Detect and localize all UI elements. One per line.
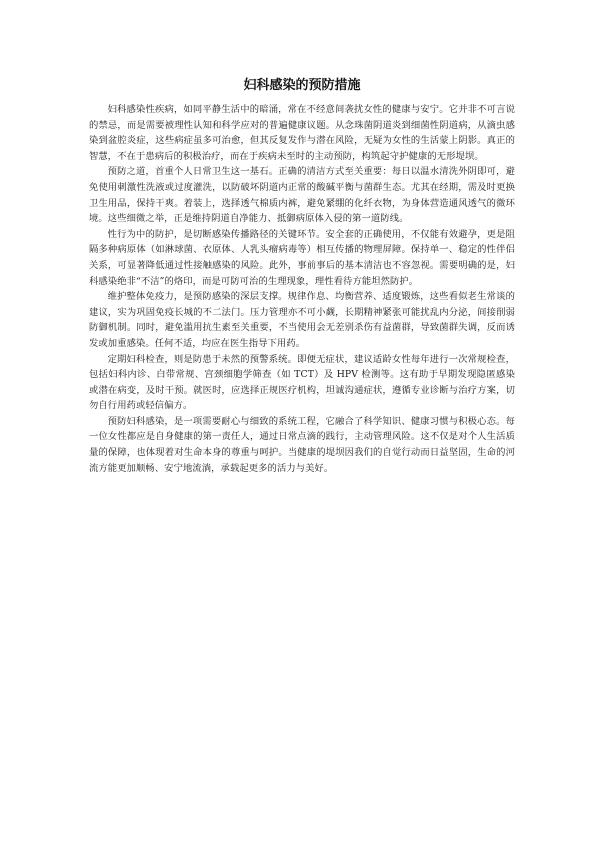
paragraph-personal-hygiene: 预防之道，首重个人日常卫生这一基石。正确的清洁方式至关重要：每日以温水清洗外阴即可，避免使用刺激性洗液或过度灌洗，以防破坏阴道内正常的酸碱平衡与菌群生态。尤其在经期，需及时更换卫生用品，保持干爽。着装上，选择透气棉质内裤，避免紧绷的化纤衣物，为身体营造通风透气的微环境。这些细微之举，正是维持阴道自净能力、抵御病原体入侵的第一道防线。 (89, 166, 515, 225)
paragraph-immunity: 维护整体免疫力，是预防感染的深层支撑。规律作息、均衡营养、适度锻炼，这些看似老生常谈的建议，实为巩固免疫长城的不二法门。压力管理亦不可小觑，长期精神紧张可能扰乱内分泌，间接削弱防御机制。同时，避免滥用抗生素至关重要，不当使用会无差别杀伤有益菌群，导致菌群失调，反而诱发或加重感染。任何不适，均应在医生指导下用药。 (89, 291, 515, 349)
paragraph-sexual-protection: 性行为中的防护，是切断感染传播路径的关键环节。安全套的正确使用，不仅能有效避孕，更是阻隔多种病原体（如淋球菌、衣原体、人乳头瘤病毒等）相互传播的物理屏障。保持单一、稳定的性伴侣关系，可显著降低通过性接触感染的风险。此外，事前事后的基本清洁也不容忽视。需要明确的是，妇科感染绝非“不洁”的烙印，而是可防可治的生理现象，理性看待方能坦然防护。 (89, 228, 515, 287)
paragraph-conclusion: 预防妇科感染，是一项需要耐心与细致的系统工程，它融合了科学知识、健康习惯与积极心态。每一位女性都应是自身健康的第一责任人，通过日常点滴的践行，主动管理风险。这不仅是对个人生活质量的保障，也体现着对生命本身的尊重与呵护。当健康的堤坝因我们的自觉行动而日益坚固，生命的河流方能更加顺畅、安宁地流淌，承载起更多的活力与美好。 (89, 415, 515, 474)
paragraph-intro: 妇科感染性疾病，如同平静生活中的暗涌，常在不经意间袭扰女性的健康与安宁。它并非不可言说的禁忌，而是需要被理性认知和科学应对的普遍健康议题。从念珠菌阴道炎到细菌性阴道病，从滴虫感染到盆腔炎症，这些病症虽多可治愈，但其反复发作与潜在风险，无疑为女性的生活蒙上阴影。真正的智慧，不在于患病后的积极治疗，而在于疾病未至时的主动预防，构筑起守护健康的无形堤坝。 (89, 104, 515, 162)
document-body (89, 76, 515, 476)
document-title: 妇科感染的预防措施 (243, 78, 361, 93)
paragraph-regular-checkup: 定期妇科检查，则是防患于未然的预警系统。即便无症状，建议适龄女性每年进行一次常规检查，包括妇科内诊、白带常规、宫颈细胞学筛查（如 TCT）及 HPV 检测等。这有助于早期发现隐匿感染或潜在病变，及时干预。就医时，应选择正规医疗机构，坦诚沟通症状，遵循专业诊断与治疗方案，切勿自行用药或轻信偏方。 (89, 353, 515, 412)
